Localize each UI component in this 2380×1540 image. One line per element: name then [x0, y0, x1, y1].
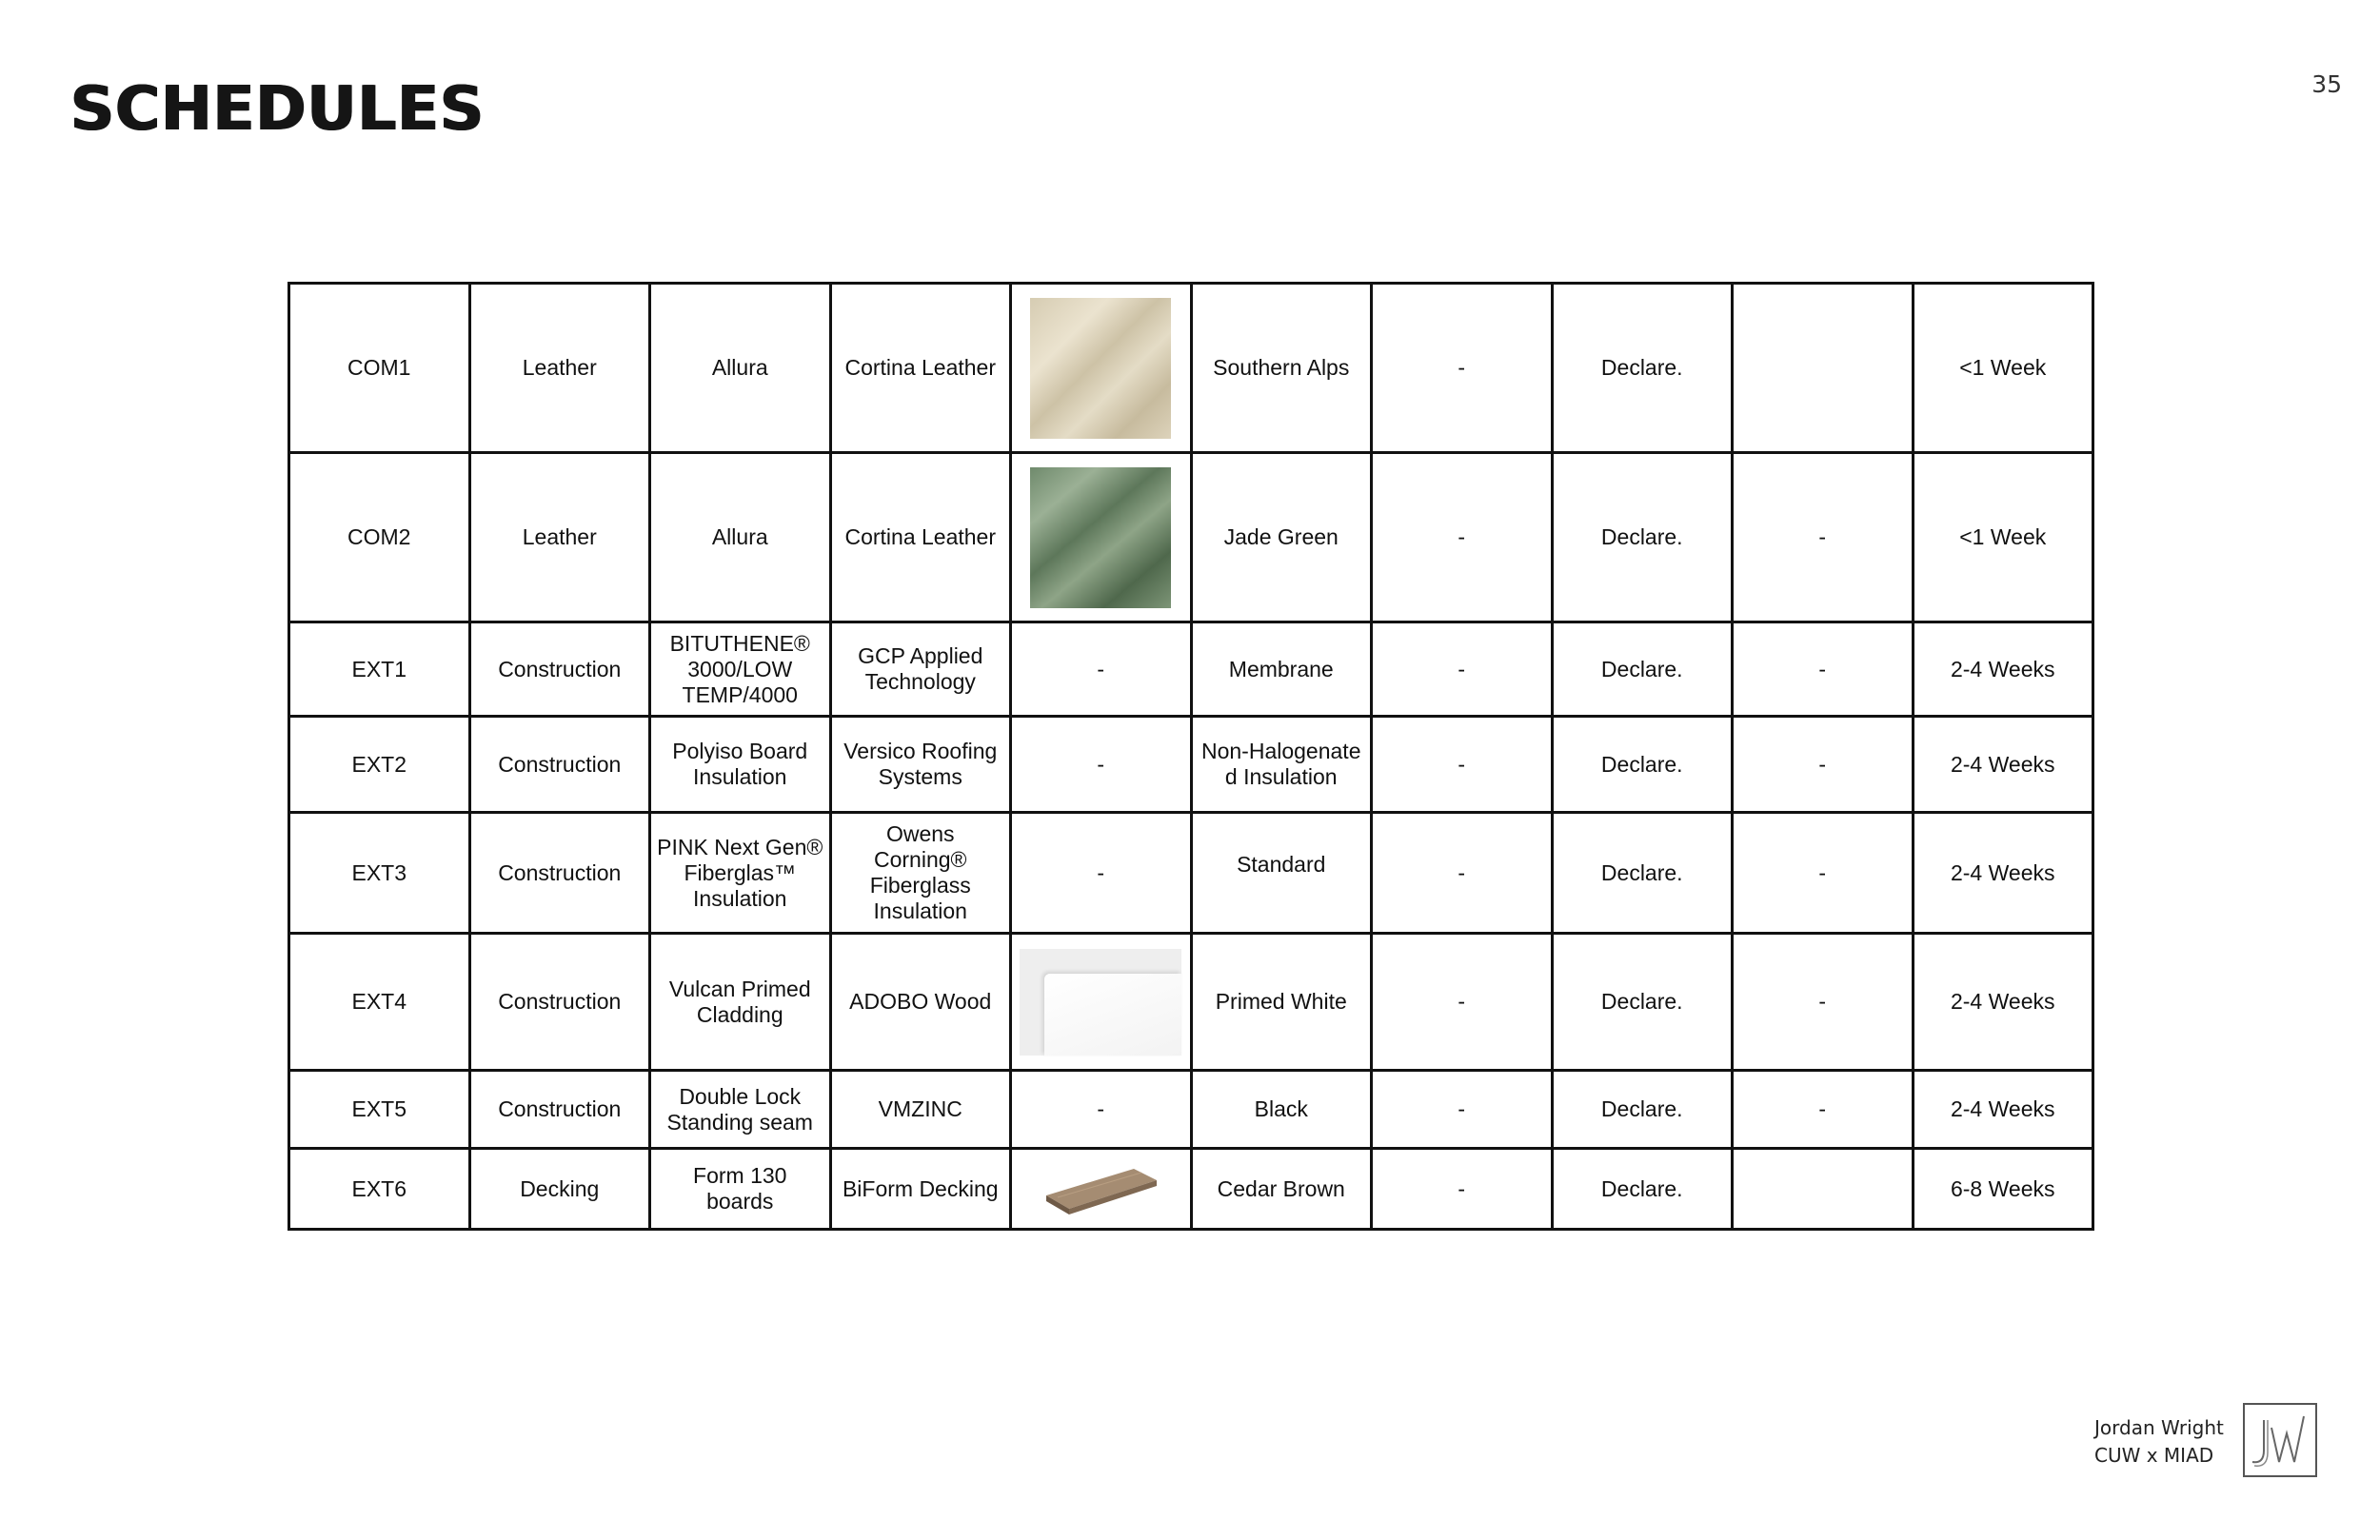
cell-image: - — [1011, 622, 1192, 717]
cell-color: Jade Green — [1191, 453, 1372, 622]
cell-color: Standard — [1191, 813, 1372, 934]
cell-code: EXT3 — [289, 813, 470, 934]
cell-c9: - — [1733, 934, 1914, 1071]
table-row — [289, 1071, 2093, 1149]
cell-product: Owens Corning® Fiberglass Insulation — [830, 813, 1011, 934]
decking-board-swatch — [1039, 1161, 1162, 1216]
jw-logo-icon — [2243, 1403, 2317, 1477]
cell-image — [1011, 284, 1192, 453]
page-title: SCHEDULES — [70, 74, 486, 145]
cell-lead-time: <1 Week — [1913, 284, 2093, 453]
cell-c9: - — [1733, 453, 1914, 622]
cell-image: - — [1011, 813, 1192, 934]
cell-category: Construction — [469, 934, 650, 1071]
cell-image: - — [1011, 1071, 1192, 1149]
cell-manufacturer: Allura — [650, 453, 831, 622]
beige-leather-swatch — [1030, 298, 1171, 439]
cell-color: Primed White — [1191, 934, 1372, 1071]
cell-code: COM1 — [289, 284, 470, 453]
white-cladding-swatch — [1020, 949, 1181, 1056]
table-row — [289, 1149, 2093, 1230]
cell-manufacturer: Form 130 boards — [650, 1149, 831, 1230]
author-credit — [2094, 1414, 2237, 1470]
cell-c7: - — [1372, 1071, 1553, 1149]
cell-manufacturer: Allura — [650, 284, 831, 453]
cell-manufacturer: Vulcan Primed Cladding — [650, 934, 831, 1071]
cell-c9: - — [1733, 1071, 1914, 1149]
table-row — [289, 284, 2093, 453]
cell-color: Non-Halogenated Insulation — [1191, 717, 1372, 813]
cell-cert: Declare. — [1552, 717, 1733, 813]
author-name: Jordan Wright — [2094, 1416, 2224, 1439]
table-row — [289, 717, 2093, 813]
table-row — [289, 934, 2093, 1071]
cell-category: Decking — [469, 1149, 650, 1230]
cell-c9 — [1733, 1149, 1914, 1230]
cell-code: EXT6 — [289, 1149, 470, 1230]
cell-color: Black — [1191, 1071, 1372, 1149]
cell-lead-time: 2-4 Weeks — [1913, 813, 2093, 934]
author-org: CUW x MIAD — [2094, 1444, 2214, 1467]
cell-c7: - — [1372, 622, 1553, 717]
cell-cert: Declare. — [1552, 1149, 1733, 1230]
cell-c9 — [1733, 284, 1914, 453]
cell-c7: - — [1372, 717, 1553, 813]
cell-cert: Declare. — [1552, 934, 1733, 1071]
cell-image: - — [1011, 717, 1192, 813]
cell-image — [1011, 934, 1192, 1071]
cell-manufacturer: PINK Next Gen® Fiberglas™ Insulation — [650, 813, 831, 934]
cell-code: EXT4 — [289, 934, 470, 1071]
cell-c7: - — [1372, 1149, 1553, 1230]
cell-c9: - — [1733, 813, 1914, 934]
cell-lead-time: 2-4 Weeks — [1913, 717, 2093, 813]
cell-category: Construction — [469, 813, 650, 934]
cell-cert: Declare. — [1552, 622, 1733, 717]
table-row — [289, 622, 2093, 717]
cell-code: EXT2 — [289, 717, 470, 813]
cell-color: Southern Alps — [1191, 284, 1372, 453]
cell-c9: - — [1733, 717, 1914, 813]
cell-c7: - — [1372, 934, 1553, 1071]
cell-c7: - — [1372, 813, 1553, 934]
cell-lead-time: 2-4 Weeks — [1913, 1071, 2093, 1149]
cell-product: ADOBO Wood — [830, 934, 1011, 1071]
cell-manufacturer: BITUTHENE® 3000/LOW TEMP/4000 — [650, 622, 831, 717]
cell-cert: Declare. — [1552, 1071, 1733, 1149]
cell-category: Construction — [469, 622, 650, 717]
cell-product: Versico Roofing Systems — [830, 717, 1011, 813]
cell-category: Leather — [469, 453, 650, 622]
cell-color: Membrane — [1191, 622, 1372, 717]
cell-lead-time: 6-8 Weeks — [1913, 1149, 2093, 1230]
cell-code: EXT5 — [289, 1071, 470, 1149]
cell-cert: Declare. — [1552, 453, 1733, 622]
cell-code: EXT1 — [289, 622, 470, 717]
cell-product: Cortina Leather — [830, 453, 1011, 622]
cell-c9: - — [1733, 622, 1914, 717]
cell-manufacturer: Polyiso Board Insulation — [650, 717, 831, 813]
cell-lead-time: <1 Week — [1913, 453, 2093, 622]
green-leather-swatch — [1030, 467, 1171, 608]
cell-product: Cortina Leather — [830, 284, 1011, 453]
cell-cert: Declare. — [1552, 284, 1733, 453]
cell-product: BiForm Decking — [830, 1149, 1011, 1230]
table-row — [289, 813, 2093, 934]
cell-code: COM2 — [289, 453, 470, 622]
cell-manufacturer: Double Lock Standing seam — [650, 1071, 831, 1149]
cell-lead-time: 2-4 Weeks — [1913, 934, 2093, 1071]
cell-c7: - — [1372, 284, 1553, 453]
cell-image — [1011, 453, 1192, 622]
cell-category: Construction — [469, 717, 650, 813]
cell-category: Construction — [469, 1071, 650, 1149]
cell-cert: Declare. — [1552, 813, 1733, 934]
cell-color: Cedar Brown — [1191, 1149, 1372, 1230]
cell-image — [1011, 1149, 1192, 1230]
cell-product: VMZINC — [830, 1071, 1011, 1149]
cell-product: GCP Applied Technology — [830, 622, 1011, 717]
schedule-table — [288, 282, 2094, 1231]
cell-category: Leather — [469, 284, 650, 453]
page-number: 35 — [2311, 70, 2342, 98]
table-row — [289, 453, 2093, 622]
cell-lead-time: 2-4 Weeks — [1913, 622, 2093, 717]
cell-c7: - — [1372, 453, 1553, 622]
